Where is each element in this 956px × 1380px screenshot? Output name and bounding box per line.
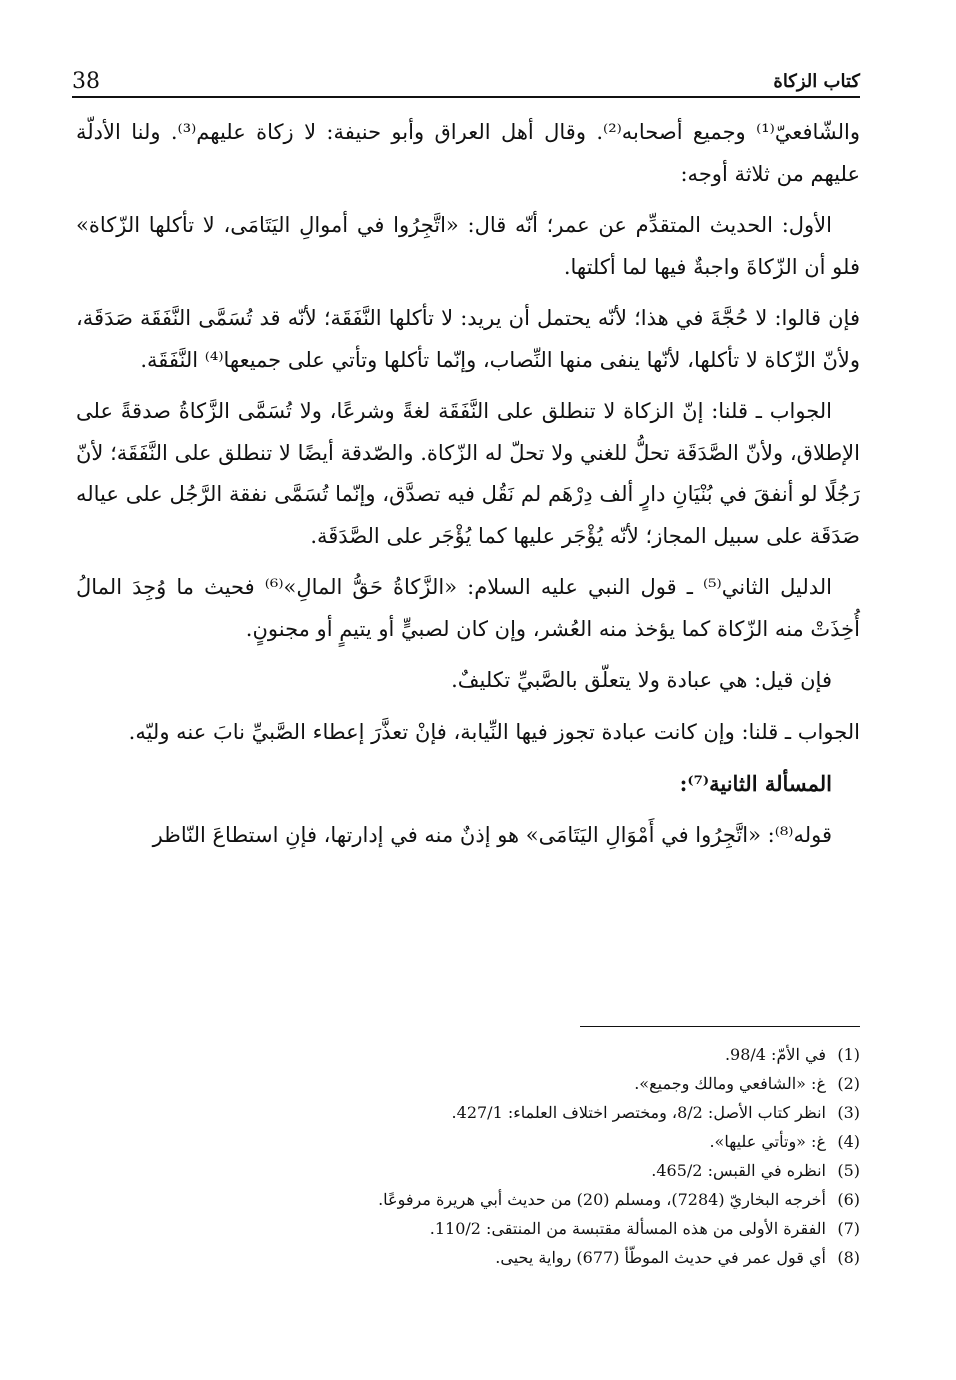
paragraph: والشّافعيّ⁽¹⁾ وجميع أصحابه⁽²⁾. وقال أهل العراق وأبو حنيفة: لا زكاة عليهم⁽³⁾. ولنا الأدلّة عليهم من ثلاثة أوجه: bbox=[76, 120, 860, 186]
footnote-number: (5) bbox=[837, 1161, 860, 1180]
footnote-number: (2) bbox=[837, 1074, 860, 1093]
footnote bbox=[200, 1069, 860, 1098]
footnote-text: في الأمّ: 98/4. bbox=[724, 1045, 826, 1064]
section-heading: المسألة الثانية⁽⁷⁾: bbox=[679, 771, 832, 796]
footnote-number: (1) bbox=[837, 1045, 860, 1064]
footnote-text: غ: «وتأتي عليها». bbox=[709, 1132, 826, 1151]
footnote bbox=[200, 1098, 860, 1127]
paragraph: قوله⁽⁸⁾: «اتَّجِرُوا في أَمْوَالِ اليَتَامَى» هو إذنٌ منه في إدارتها، فإنِ استطاعَ النّاظر bbox=[152, 822, 832, 847]
footnote-text: غ: «الشافعي ومالك وجميع». bbox=[634, 1074, 826, 1093]
footnote-text: أخرجه البخاريّ (7284)، ومسلم (20) من حديث أبي هريرة مرفوعًا. bbox=[378, 1190, 826, 1209]
body-text bbox=[76, 112, 860, 866]
footnotes bbox=[200, 1040, 860, 1272]
paragraph: الجواب ـ قلنا: وإن كانت عبادة تجوز فيها النِّيابة، فإنْ تعذَّرَ إعطاء الصَّبيِّ نابَ عنه وليّه. bbox=[128, 719, 860, 744]
footnote bbox=[200, 1156, 860, 1185]
page-number: 38 bbox=[72, 69, 100, 94]
running-title: كتاب الزكاة bbox=[773, 71, 860, 92]
paragraph: الأول: الحديث المتقدِّم عن عمر؛ أنّه قال: «اتَّجِرُوا في أموالِ اليَتَامَى، لا تأكلها الزّكاة» فلو أن الزّكاةَ واجبةٌ فيها لما أكلتها. bbox=[76, 213, 860, 279]
paragraph: الجواب ـ قلنا: إنّ الزكاة لا تنطلق على النَّفَقَة لغةً وشرعًا، ولا تُسَمَّى الزَّكاةُ صدقةً على الإطلاق، ولأنّ الصَّدَقَة تحلُّ للغني ولا تحلّ له الزّكاة. والصّدقة أيضًا لا تنطلق على النَّفَقَة؛ لأنّ رَجُلًا لو أنفقَ في بُنْيَانِ دارٍ ألف دِرْهَم لم نَقُل فيه تصدَّق، وإنّما تُسَمَّى نفقة الرَّجُل على عياله صَدَقَة على سبيل المجاز؛ لأنّه يُؤْجَر عليها كما يُؤْجَر على الصَّدَقَة. bbox=[76, 399, 860, 548]
paragraph: الدليل الثاني⁽⁵⁾ ـ قول النبي عليه السلام: «الزَّكاةُ حَقُّ المالِ»⁽⁶⁾ فحيث ما وُجِدَ المالُ أُخِذَتْ منه الزّكاة كما يؤخذ منه العُشر، وإن كان لصبيٍّ أو يتيمٍ أو مجنونٍ. bbox=[76, 575, 860, 641]
footnote-number: (6) bbox=[837, 1190, 860, 1209]
footnote-text: أي قول عمر في حديث الموطّأ (677) رواية يحيى. bbox=[495, 1248, 826, 1267]
footnote-number: (4) bbox=[837, 1132, 860, 1151]
footnote-text: انظر كتاب الأصل: 8/2، ومختصر اختلاف العلماء: 427/1. bbox=[451, 1103, 826, 1122]
paragraph: فإن قالوا: لا حُجَّةَ في هذا؛ لأنّه يحتمل أن يريد: لا تأكلها النَّفَقَة؛ لأنّه قد تُسَمَّى النَّفَقَة صَدَقَة، ولأنّ الزّكاة لا تأكلها، لأنّها ينفى منها النِّصاب، وإنّما تأكلها وتأتي على جميعها⁽⁴⁾ النَّفَقَة. bbox=[76, 306, 860, 372]
footnote-text: انظره في القبس: 465/2. bbox=[651, 1161, 826, 1180]
footnote bbox=[200, 1185, 860, 1214]
footnote-text: الفقرة الأولى من هذه المسألة مقتبسة من المنتقى: 110/2. bbox=[429, 1219, 826, 1238]
footnote bbox=[200, 1040, 860, 1069]
footnote bbox=[200, 1214, 860, 1243]
footnote bbox=[200, 1243, 860, 1272]
footnote-number: (8) bbox=[837, 1248, 860, 1267]
footnote-number: (7) bbox=[837, 1219, 860, 1238]
footnote-number: (3) bbox=[837, 1103, 860, 1122]
footnote-separator bbox=[580, 1026, 860, 1027]
footnote bbox=[200, 1127, 860, 1156]
page-header bbox=[72, 62, 860, 98]
paragraph: فإن قيل: هي عبادة ولا يتعلّق بالصَّبيِّ تكليفٌ. bbox=[451, 668, 832, 692]
